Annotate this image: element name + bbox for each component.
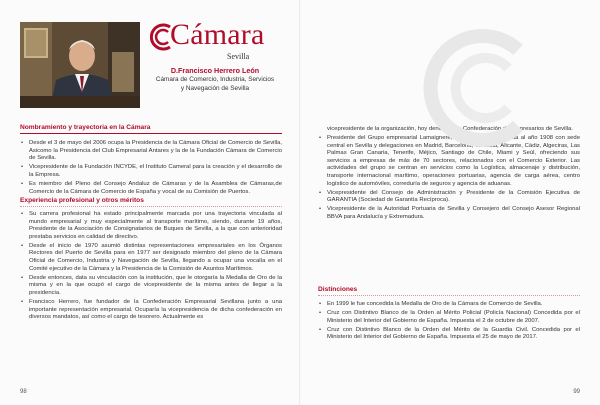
list-item: • Vicepresidente del Consejo de Administración y Presidente de la Comisión Ejecutiva de GARANTIA (Sociedad de Garantía Recíproca). [318, 190, 580, 205]
camara-logo [150, 18, 290, 62]
nombramiento-list [20, 140, 282, 198]
list-item: • Francisco Herrero, fue fundador de la Confederación Empresarial Sevillana junto a una importante representación empresarial. Ocuparía la vicepresidencia de dicha confederación en diversos mandatos, así como el cargo de tesorero. Actualmente es [20, 299, 282, 322]
section-rule [20, 133, 282, 134]
watermark-logo-icon [420, 28, 540, 148]
section-dotted-rule [318, 295, 580, 296]
list-item: • En 1999 le fue concedida la Medalla de Oro de la Cámara de Comercio de Sevilla. [318, 301, 580, 309]
logo-wordmark: Cámara [170, 18, 265, 51]
list-item: • Desde entonces, data su vinculación con la institución, que le otorgaría la Medalla de Oro de la misma y en la que ocupó el cargo de vicepresidente de la misma antes de llegar a la presidencia. [20, 275, 282, 298]
section-title-distinciones: Distinciones [318, 286, 358, 293]
list-item: • Cruz con Distintivo Blanco de la Orden del Mérito de la Guardia Civil. Concedida por el Ministerio del Interior del Gobierno de España. Impuesta el 25 de mayo de 2017. [318, 327, 580, 342]
logo-subtitle: Sevilla [227, 52, 250, 61]
page-number-right: 99 [573, 389, 580, 395]
portrait-photo [20, 22, 140, 108]
profile-organization [144, 75, 286, 93]
org-line-1: Cámara de Comercio, Industria, Servicios [155, 76, 275, 83]
list-item-continuation: vicepresidente de la organización, hoy denominada Confederación de Empresarios de Sevilla. [327, 126, 573, 132]
list-item: • Su carrera profesional ha estado principalmente marcada por una trayectoria vinculada al mundo empresarial y muy especialmente al transporte marítimo, siendo, durante 19 años, Presidente de la Asociación de Consignatarios de Buques de Sevilla, a la que con anterioridad prestaba servicios en calidad de directivo. [20, 211, 282, 241]
section-title-nombramiento: Nombramiento y trayectoria en la Cámara [20, 124, 151, 131]
logo-mark-icon [150, 22, 172, 52]
distinciones-list [318, 301, 580, 343]
list-item: • Es miembro del Pleno del Consejo Andaluz de Cámaras y de la Asamblea de Cámaras,de Comercio de la Cámara de Comercio de España y vocal de su Comisión de Puertos. [20, 181, 282, 196]
org-line-2: y Navegación de Sevilla [180, 85, 250, 92]
profile-name: D.Francisco Herrero León [170, 66, 260, 75]
list-item: • Desde el inicio de 1970 asumió distintas representaciones empresariales en los Órganos Rectores del Puerto de Sevilla para en 1977 ser designado miembro del pleno de la Cámara Oficial de Comercio, Industria y Navegación de Sevilla, llegando a ocupar una vocalía en el Comité ejecutivo de la Cámara y la Presidencia de la Comisión de Asuntos Marítimos. [20, 243, 282, 273]
list-item: • Vicepresidente de la Fundación INCYDE, el Instituto Cameral para la creación y el desarrollo de la Empresa. [20, 164, 282, 179]
section-title-experiencia: Experiencia profesional y otros méritos [20, 197, 144, 204]
list-item: • Desde el 3 de mayo del 2006 ocupa la Presidencia de la Cámara Oficial de Comercio de Sevilla, Asicomo la Presidencia del Club Empresarial Antares y la de la Fundación Cámara de Comercio de Sevilla. [20, 140, 282, 163]
list-item: • Cruz con Distintivo Blanco de la Orden al Mérito Policial (Policía Nacional) Concedida por el Ministerio del Interior del Gobierno de España. Impuesta el 2 de octubre de 2007. [318, 310, 580, 325]
experiencia-list [20, 211, 282, 323]
list-item: • Vicepresidente de la Autoridad Portuaria de Sevilla y Consejero del Consejo Asesor Regional BBVA para Andalucía y Extremadura. [318, 206, 580, 221]
list-item: • Presidente del Grupo empresarial Lamaignere, cuyo origen se remonta al año 1908 con sede central en Sevilla y delegaciones en Madrid, Barcelona, Valencia, Alicante, Cádiz, Algeciras, Las Palmas Gran Canaria, Tenerife, Méjico, Santiago de Chile, Miami y Seúl, ofreciendo sus servicios a empresas de más de 70 sectores, relacionados con el Comercio Exterior. Las actividades del grupo se centran en servicios como la Logística, almacenaje y distribución, transporte internacional marítimo, operaciones portuarias, agencia de carga aérea, centro logístico de automóviles, correduría de seguros y agencia de aduanas. [318, 135, 580, 188]
page-number-left: 98 [20, 389, 27, 395]
section-dotted-rule [20, 206, 282, 207]
